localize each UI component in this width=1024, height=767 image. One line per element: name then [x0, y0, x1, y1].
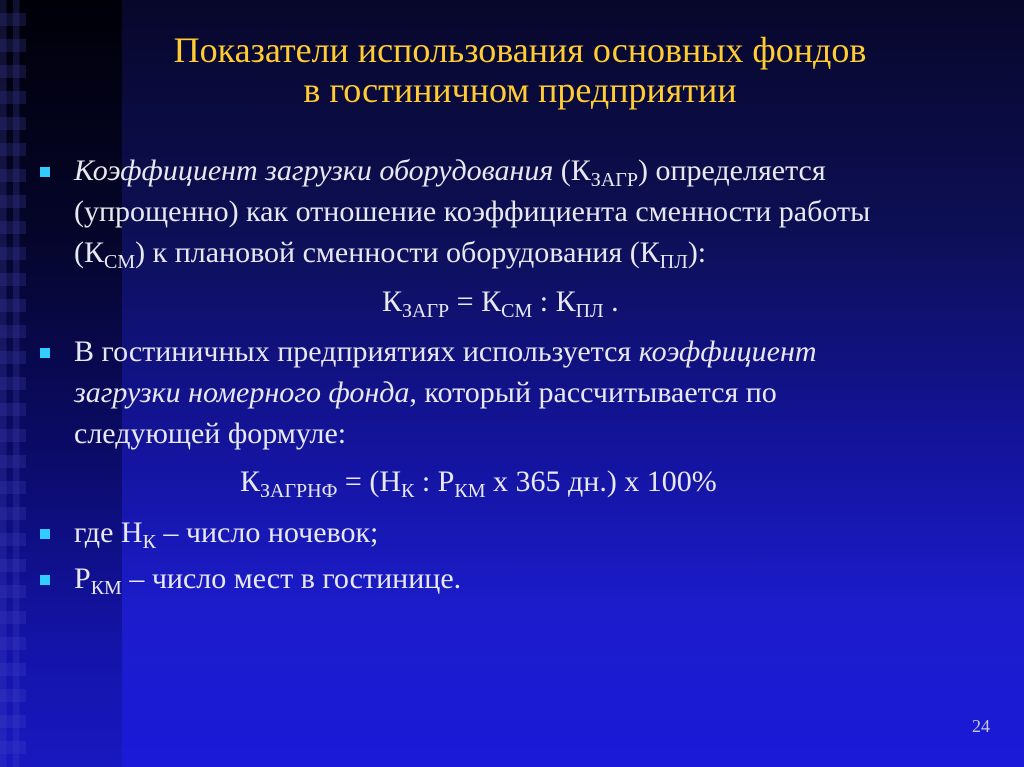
bullet2-line3: следующей формуле:: [74, 417, 347, 450]
bullet2-line1: В гостиничных предприятиях используется коэффициент: [74, 335, 817, 368]
bullet1-line3: $(К_{СМ})$ к плановой сменности оборудования $(К_{ПЛ})$:: [74, 236, 707, 273]
bullet-marker: [40, 348, 50, 358]
page-number: 24: [972, 716, 990, 736]
title-line-2: в гостиничном предприятии: [303, 70, 737, 110]
title-line-1: Показатели использования основных фондов: [173, 30, 867, 70]
bullet2-line2: загрузки номерного фонда, который рассчитывается по: [74, 376, 777, 409]
bullet1-line2: (упрощенно) как отношение коэффициента сменности работы: [74, 195, 871, 228]
bullet4-line: $Р_{КМ}$ – число мест в гостинице.: [74, 562, 462, 599]
bullet3-line: где $Н_К$ – число ночевок;: [74, 516, 379, 553]
bullet-marker: [40, 575, 50, 585]
bullet-marker: [40, 167, 50, 177]
bullet-marker: [40, 529, 50, 539]
bullet1-line1: Коэффициент загрузки оборудования $(К_{ЗАГР})$ определяется: [74, 154, 826, 191]
formula-load-coefficient: $К_{ЗАГР} = К_{СМ}$ : $К_{ПЛ}$ .: [382, 285, 619, 322]
formula-room-load-coefficient: $К_{ЗАГРНФ} = (Н_К$ : $Р_{КМ}$ х 365 дн.) х 100%: [240, 465, 717, 502]
